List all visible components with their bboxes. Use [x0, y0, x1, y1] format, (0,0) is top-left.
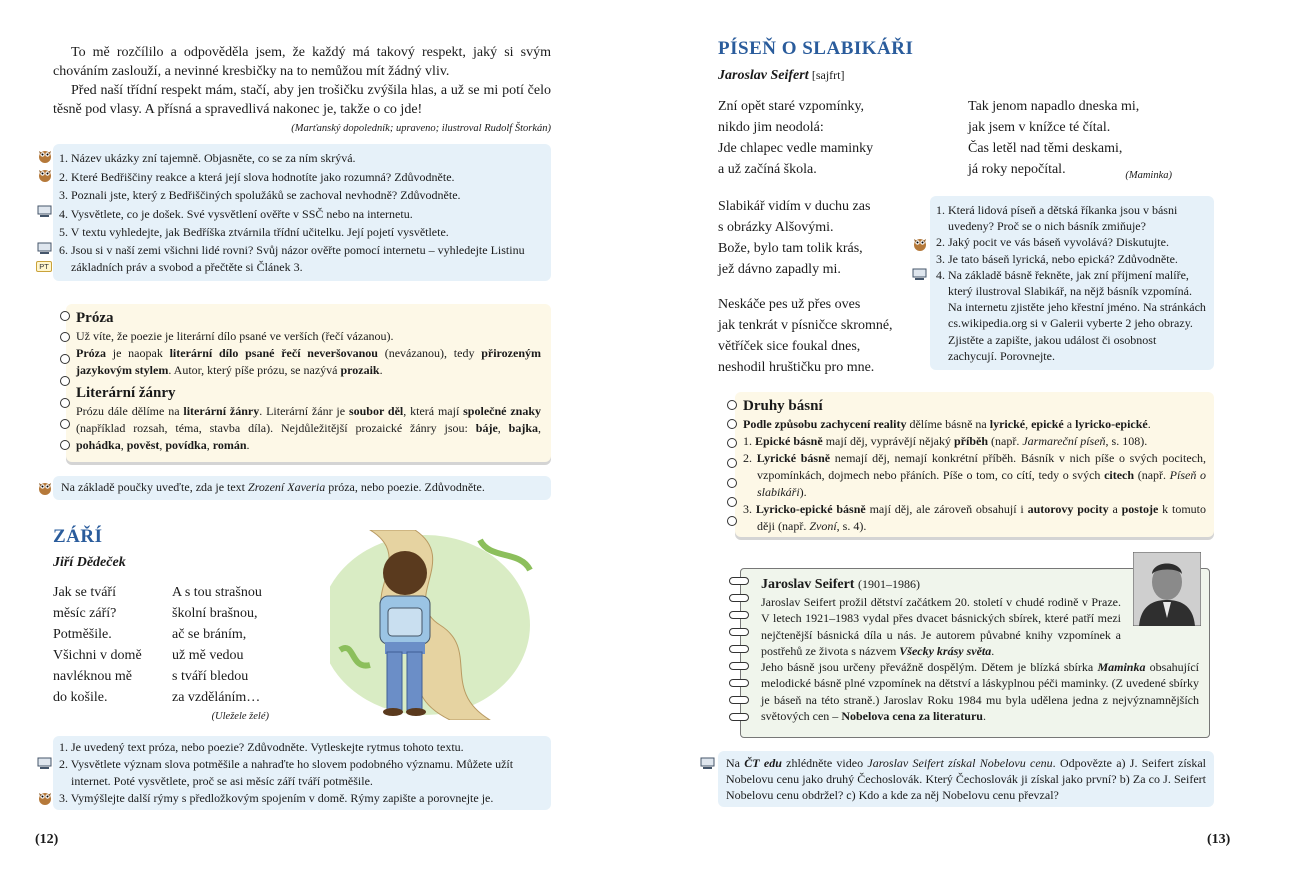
- computer-icon: [700, 757, 715, 770]
- boy-with-backpack-illustration: [330, 530, 545, 720]
- stanza-1: Zní opět staré vzpomínky, nikdo jim neodolá: Jde chlapec vedle maminky a už začíná škola.: [718, 99, 874, 177]
- notebook-spiral-icon: [729, 645, 749, 653]
- source-citation-right: (Maminka): [1125, 170, 1172, 181]
- notebook-ring-icon: [727, 458, 737, 468]
- notebook-spiral-icon: [729, 679, 749, 687]
- notebook-spiral-icon: [729, 594, 749, 602]
- bio-years: (1901–1986): [857, 577, 920, 591]
- stanza-4: Tak jenom napadlo dneska mi, jak jsem v knížce té čítal. Čas letěl nad těmi deskami, já roky nepočítal.: [968, 99, 1140, 177]
- notebook-spiral-icon: [729, 577, 749, 585]
- page-number-left: (12): [35, 832, 59, 847]
- question-item: 1. Která lidová píseň a dětská říkanka jsou v básni uvedeny? Proč se o nich básník zmiňuje?: [936, 203, 1178, 234]
- question-item: 2. Jaký pocit ve vás báseň vyvolává? Diskutujte.: [936, 235, 1169, 250]
- owl-icon: [38, 790, 52, 805]
- question-item: 2. Vysvětlete význam slova potměšile a nahraďte ho slovem podobného významu. Můžete užít internet. Poté vysvětlete, proč se asi měsíc září tváří potměšile.: [59, 757, 514, 788]
- notebook-ring-icon: [60, 376, 70, 386]
- notebook-spiral-icon: [729, 696, 749, 704]
- question-item: 6. Jsou si v naší zemi všichni lidé rovni? Svůj názor ověřte pomocí internetu – vyhledejte Listinu základních práv a svobod a přečtěte si Článek 3.: [59, 242, 525, 274]
- source-citation-2: (Uležele želé): [211, 711, 269, 722]
- stanza-2: Slabikář vidím v duchu zas s obrázky Alšovými. Bože, bylo tam tolik krás, jež dávno zapadly mi.: [718, 199, 871, 277]
- notebook-ring-icon: [60, 332, 70, 342]
- pronunciation: [sajfrt]: [811, 68, 845, 82]
- computer-icon: [37, 757, 52, 770]
- prose-paragraph-2: Před naší třídní respekt mám, stačí, aby jen trošičku zvýšila hlas, a už se mi potí čelo těsně pod vlasy. A přísná a spravedlivá nakonec je, takže o co jde!: [53, 83, 551, 117]
- notebook-spiral-icon: [729, 713, 749, 721]
- note-heading-genres: Literární žánry: [76, 385, 176, 401]
- owl-icon: [913, 236, 927, 251]
- poem-column-1: Jak se tváří měsíc září? Potměšile. Všichni v domě navléknou mě do košile.: [53, 585, 142, 705]
- note-box-druhy-basni: [735, 392, 1214, 537]
- notebook-ring-icon: [727, 478, 737, 488]
- note-text: Prózu dále dělíme na literární žánry. Literární žánr je soubor děl, která mají společné znaky (například rozsah, téma, stavba díla). Nejdůležitější prozaické žánry jsou: báje, bajka, pohádka, pověst, povídka, román.: [76, 404, 542, 452]
- question-item: 1. Je uvedený text próza, nebo poezie? Zdůvodněte. Vytleskejte rytmus tohoto textu.: [59, 740, 464, 754]
- note-text: 1. Epické básně mají děj, vyprávějí nějaký příběh (např. Jarmareční píseň, s. 108).: [743, 434, 1148, 448]
- poem-author: Jaroslav Seifert: [718, 68, 809, 83]
- notebook-ring-icon: [60, 354, 70, 364]
- note-heading-druhy: Druhy básní: [743, 398, 823, 414]
- notebook-spiral-icon: [729, 611, 749, 619]
- questions-box-right: [930, 196, 1214, 370]
- source-citation-1: (Marťanský dopoledník; upraveno; ilustroval Rudolf Štorkán): [291, 123, 551, 134]
- note-text: 3. Lyricko-epické básně mají děj, ale zároveň obsahují i autorovy pocity a postoje k tomuto ději (např. Zvoní, s. 4).: [743, 502, 1206, 533]
- notebook-spiral-icon: [729, 662, 749, 670]
- bio-text-1: Jaroslav Seifert prožil dětství začátkem 20. století v chudé rodině v Praze. V letech 1921–1983 vydal přes dvacet básnických sbírek, které patří mezi nejčtenější básnická díla u nás. Je autorem půvabné knihy vzpomínek a postřehů ze života s názvem Všecky krásy světa.: [761, 595, 1121, 658]
- notebook-ring-icon: [60, 419, 70, 429]
- notebook-ring-icon: [727, 516, 737, 526]
- question-item: 3. Vymýšlejte další rýmy s předložkovým spojením v domě. Rýmy zapište a porovnejte je.: [59, 791, 494, 805]
- notebook-ring-icon: [60, 398, 70, 408]
- questions-box-1: [53, 144, 551, 281]
- prose-paragraph-1: To mě rozčílilo a odpověděla jsem, že každý má takový respekt, jaký si svým chováním zaslouží, a nevinné kresbičky na to nemůžou mít žádný vliv.: [53, 45, 551, 79]
- computer-icon: [37, 205, 52, 218]
- note-text: 2. Lyrické básně nemají děj, nemají konkrétní příběh. Básník v nich píše o svých pocitech, vzpomínkách, dojmech nebo přáních. Píše o tom, co cítí, tedy o svých citech (např. Píseň o slabikáři).: [743, 451, 1207, 499]
- portrait-photo: [1133, 552, 1201, 626]
- question-item: 1. Název ukázky zní tajemně. Objasněte, co se za ním skrývá.: [59, 151, 356, 165]
- notebook-spiral-icon: [729, 628, 749, 636]
- question-item: 3. Je tato báseň lyrická, nebo epická? Zdůvodněte.: [936, 251, 1178, 266]
- page-number-right: (13): [1207, 832, 1231, 847]
- note-text: Už víte, že poezie je literární dílo psané ve verších (řečí vázanou).: [76, 329, 394, 343]
- computer-icon: [912, 268, 927, 281]
- note-text: Próza je naopak literární dílo psané řečí neveršovanou (nevázanou), tedy přirozeným jazykovým stylem. Autor, který píše prózu, se nazývá prozaik.: [76, 346, 541, 377]
- question-item: 3. Poznali jste, který z Bedřiščiných spolužáků se zachoval nevhodně? Zdůvodněte.: [59, 188, 461, 202]
- notebook-ring-icon: [727, 419, 737, 429]
- poem-title-slabikar: PÍSEŇ O SLABIKÁŘI: [718, 38, 914, 59]
- notebook-ring-icon: [60, 440, 70, 450]
- note-heading-proza: Próza: [76, 310, 114, 326]
- notebook-ring-icon: [60, 311, 70, 321]
- task-box-single: Na základě poučky uveďte, zda je text Zrození Xaveria próza, nebo poezie. Zdůvodněte.: [53, 476, 551, 500]
- owl-icon: [38, 148, 52, 163]
- stanza-3: Neskáče pes už přes oves jak tenkrát v písničce skromné, větříček sice foukal dnes, neshodil hruštičku pro mne.: [718, 297, 893, 375]
- note-text: Podle způsobu zachycení reality dělíme básně na lyrické, epické a lyricko-epické.: [743, 417, 1151, 431]
- questions-box-2: [53, 736, 551, 810]
- poem-title-zari: ZÁŘÍ: [53, 526, 103, 547]
- notebook-ring-icon: [727, 497, 737, 507]
- poem-column-2: A s tou strašnou školní brašnou, ač se bráním, už mě vedou s tváří bledou za vzděláním…: [172, 585, 262, 705]
- poem-author: Jiří Dědeček: [53, 555, 126, 570]
- notebook-ring-icon: [727, 438, 737, 448]
- note-box-proza: [66, 304, 551, 462]
- bio-text-2: Jeho básně jsou určeny převážně dospělým. Dětem je blízká sbírka Maminka obsahující melodické básně plné vzpomínek na dětství a láskyplnou péči maminky. (Z uvedené sbírky je báseň na této straně.) Jaroslav Roku 1984 mu byla udělena jedna z nejvýznamnějších světových cen – Nobelova cena za literaturu.: [761, 660, 1199, 724]
- question-item: 5. V textu vyhledejte, jak Bedříška ztvárnila třídní učitelku. Její pojetí vysvětlete.: [59, 225, 449, 239]
- pt-badge: PT: [36, 261, 52, 272]
- question-item: 4. Na základě básně řekněte, jak zní příjmení malíře, který ilustroval Slabikář, na nějž básník vzpomíná. Na internetu zjistěte jeho křestní jméno. Na stránkách cs.wikipedia.org si v Galerii vyberte 2 jeho obrazy. Zjistěte a zapište, jakou událost či osobnost zachycují. Porovnejte.: [936, 267, 1206, 363]
- question-item: 4. Vysvětlete, co je došek. Své vysvětlení ověřte v SSČ nebo na internetu.: [59, 206, 413, 221]
- left-prose: [53, 43, 551, 119]
- bio-name: Jaroslav Seifert: [761, 577, 855, 592]
- owl-icon: [38, 167, 52, 182]
- notebook-ring-icon: [727, 400, 737, 410]
- task-box-right: Na ČT edu zhlédněte video Jaroslav Seifert získal Nobelovu cenu. Odpovězte a) J. Seifert získal Nobelovu cenu jako druhý Čechoslovák. Který Čechoslovák ji získal jako první? b) Za co J. Seifert Nobelovu cenu obdržel? c) Kdo a kde za něj Nobelovu cenu převzal?: [718, 751, 1214, 807]
- owl-icon: [38, 480, 52, 495]
- poem-author-line: [718, 67, 845, 84]
- question-item: 2. Které Bedřiščiny reakce a která její slova hodnotíte jako rozumná? Zdůvodněte.: [59, 169, 455, 184]
- computer-icon: [37, 242, 52, 255]
